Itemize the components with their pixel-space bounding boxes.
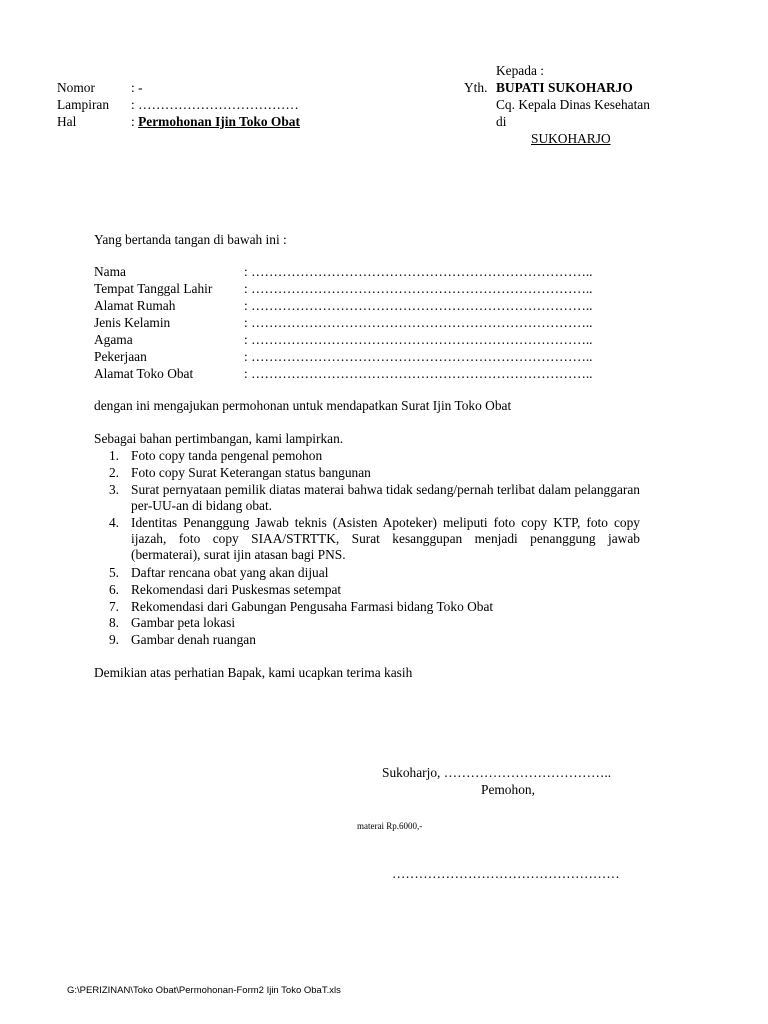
subject-title: Permohonan Ijin Toko Obat xyxy=(138,114,300,129)
attachment-number: 8. xyxy=(108,615,119,630)
field-pekerjaan-label: Pekerjaan xyxy=(94,349,147,364)
field-agama-label: Agama xyxy=(94,332,133,347)
field-alamat-rumah-label: Alamat Rumah xyxy=(94,298,176,313)
attachment-number: 4. xyxy=(108,515,119,530)
recipient-cq: Cq. Kepala Dinas Kesehatan xyxy=(496,97,650,112)
signature-role: Pemohon, xyxy=(481,782,535,797)
field-jenis-kelamin-value: : ………………………………………………………………….. xyxy=(244,315,593,330)
attachment-item: Surat pernyataan pemilik diatas materai bahwa tidak sedang/pernah terlibat dalam pelanggaran per-UU-an di bidang obat. xyxy=(131,482,640,513)
footer-file-path: G:\PERIZINAN\Toko Obat\Permohonan-Form2 Ijin Toko ObaT.xls xyxy=(67,985,341,996)
attachment-number: 9. xyxy=(108,632,119,647)
attachment-item: Rekomendasi dari Gabungan Pengusaha Farmasi bidang Toko Obat xyxy=(131,599,494,614)
recipient-di: di xyxy=(496,114,507,129)
header-hal-colon: : xyxy=(131,114,135,129)
recipient-bupati: BUPATI SUKOHARJO xyxy=(496,80,633,95)
header-hal-label: Hal xyxy=(57,114,77,129)
field-pekerjaan-value: : ………………………………………………………………….. xyxy=(244,349,593,364)
attachment-item: Gambar peta lokasi xyxy=(131,615,236,630)
request-sentence: dengan ini mengajukan permohonan untuk mendapatkan Surat Ijin Toko Obat xyxy=(94,398,512,413)
closing-sentence: Demikian atas perhatian Bapak, kami ucapkan terima kasih xyxy=(94,665,413,680)
attachment-number: 2. xyxy=(108,465,119,480)
signature-place-date: Sukoharjo, ……………………………….. xyxy=(382,765,612,780)
field-alamat-toko-label: Alamat Toko Obat xyxy=(94,366,194,381)
signature-name-line: …………………………………………… xyxy=(392,866,620,881)
attachments-intro: Sebagai bahan pertimbangan, kami lampirkan. xyxy=(94,431,344,446)
attachment-number: 5. xyxy=(108,565,119,580)
attachment-number: 3. xyxy=(108,482,119,497)
attachment-number: 6. xyxy=(108,582,119,597)
field-nama-label: Nama xyxy=(94,264,126,279)
attachment-number: 1. xyxy=(108,448,119,463)
attachment-number: 7. xyxy=(108,599,119,614)
header-hal-value xyxy=(131,114,300,130)
field-jenis-kelamin-label: Jenis Kelamin xyxy=(94,315,171,330)
recipient-kepada: Kepada : xyxy=(496,63,544,78)
field-ttl-value: : ………………………………………………………………….. xyxy=(244,281,593,296)
attachment-item: Gambar denah ruangan xyxy=(131,632,256,647)
intro-text: Yang bertanda tangan di bawah ini : xyxy=(94,232,287,247)
attachment-item: Daftar rencana obat yang akan dijual xyxy=(131,565,329,580)
recipient-yth: Yth. xyxy=(464,80,488,95)
field-nama-value: : ………………………………………………………………….. xyxy=(244,264,593,279)
attachment-item: Foto copy Surat Keterangan status bangunan xyxy=(131,465,371,480)
field-alamat-rumah-value: : ………………………………………………………………….. xyxy=(244,298,593,313)
header-lampiran-value: : ……………………………… xyxy=(131,97,299,112)
header-nomor-value: : - xyxy=(131,80,143,95)
field-alamat-toko-value: : ………………………………………………………………….. xyxy=(244,366,593,381)
recipient-city: SUKOHARJO xyxy=(531,131,611,146)
attachment-item: Identitas Penanggung Jawab teknis (Asisten Apoteker) meliputi foto copy KTP, foto copy ijazah, foto copy SIAA/STRTTK, Surat kesanggupan menjadi penanggung jawab (bermaterai), surat ijin atasan bagi PNS. xyxy=(131,515,640,562)
field-agama-value: : ………………………………………………………………….. xyxy=(244,332,593,347)
materai-note: materai Rp.6000,- xyxy=(357,821,423,831)
field-ttl-label: Tempat Tanggal Lahir xyxy=(94,281,213,296)
attachment-item: Foto copy tanda pengenal pemohon xyxy=(131,448,323,463)
header-nomor-label: Nomor xyxy=(57,80,95,95)
attachment-item: Rekomendasi dari Puskesmas setempat xyxy=(131,582,342,597)
header-lampiran-label: Lampiran xyxy=(57,97,110,112)
